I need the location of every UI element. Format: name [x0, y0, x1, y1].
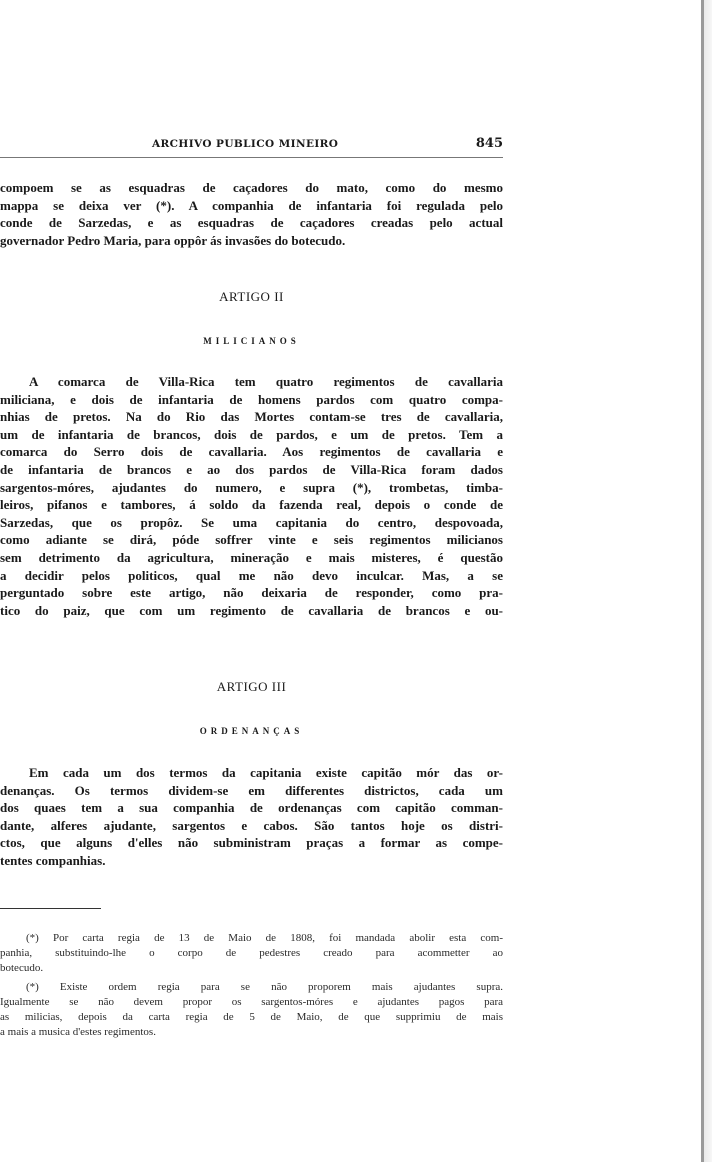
text-line: Em cada um dos termos da capitania existe capitão mór das or-	[29, 765, 503, 780]
text-line: de infantaria de brancos e ao dos pardos de Villa-Rica foram dados	[0, 461, 503, 477]
footnote-line: Igualmente se não devem propor os sargentos-móres e ajudantes pagos para	[0, 996, 503, 1009]
text-line: mappa se deixa ver (*). A companhia de infantaria foi regulada pelo	[0, 197, 503, 213]
text-line: comarca do Serro dois de cavallaria. Aos regimentos de cavallaria e	[0, 444, 503, 460]
page-header	[0, 136, 503, 156]
text-line: como adiante se dirá, póde soffrer vinte e seis regimentos milicianos	[0, 532, 503, 548]
article-2-paragraph	[0, 373, 503, 619]
text-line: miliciana, e dois de infantaria de homens pardos com quatro compa-	[0, 391, 503, 407]
running-title: ARCHIVO PUBLICO MINEIRO	[152, 138, 339, 150]
text-line: ctos, que alguns d'elles não subministram praças a formar as compe-	[0, 835, 503, 851]
footnote-line: botecudo.	[0, 961, 44, 974]
text-line: denanças. Os termos dividem-se em differentes districtos, cada um	[0, 782, 503, 798]
text-line: A comarca de Villa-Rica tem quatro regimentos de cavallaria	[29, 374, 503, 389]
text-line: Sarzedas, que os propôz. Se uma capitania do centro, despovoada,	[0, 514, 503, 530]
text-line: sargentos-móres, ajudantes do numero, e supra (*), trombetas, timba-	[0, 479, 503, 495]
text-line: dos quaes tem a sua companhia de ordenanças com capitão comman-	[0, 800, 503, 816]
page-edge-line	[701, 0, 704, 1162]
text-line: leiros, pifanos e tambores, á soldo da fazenda real, depois o conde de	[0, 497, 503, 513]
footnote-line: as milicias, depois da carta regia de 5 de Maio, de que supprimiu de mais	[0, 1010, 503, 1023]
article-3-title: ARTIGO III	[216, 679, 287, 694]
intro-paragraph	[0, 179, 503, 249]
footnote-rule	[0, 908, 101, 909]
text-line: dante, alferes ajudante, sargentos e cabos. São tantos hoje os distri-	[0, 817, 503, 833]
article-2-subtitle: MILICIANOS	[203, 336, 300, 346]
text-line: a decidir pelos politicos, qual me não devo inculcar. Mas, a se	[0, 567, 503, 583]
footnote-line: (*) Existe ordem regia para se não proporem mais ajudantes supra.	[26, 981, 503, 994]
article-3-paragraph	[0, 764, 503, 870]
text-line: tico do paiz, que com um regimento de cavallaria de brancos e ou-	[0, 602, 503, 618]
footnote-line: a mais a musica d'estes regimentos.	[0, 1025, 156, 1038]
footnote-line: (*) Por carta regia de 13 de Maio de 1808, foi mandada abolir esta com-	[26, 932, 503, 944]
article-2-title: ARTIGO II	[219, 289, 284, 304]
text-line: perguntado sobre este artigo, não deixaria de responder, como pra-	[0, 585, 503, 601]
text-line: tentes companhias.	[0, 852, 106, 868]
text-line: nhias de pretos. Na do Rio das Mortes contam-se tres de cavallaria,	[0, 409, 503, 425]
text-line: conde de Sarzedas, e as esquadras de caçadores creadas pelo actual	[0, 215, 503, 231]
text-line: um de infantaria de brancos, dois de pardos, e um de pretos. Tem a	[0, 426, 503, 442]
page-number: 845	[475, 136, 503, 151]
text-line: compoem se as esquadras de caçadores do mato, como do mesmo	[0, 180, 503, 195]
text-line: governador Pedro Maria, para oppôr ás invasões do botecudo.	[0, 232, 346, 248]
article-3-subtitle: ORDENANÇAS	[199, 726, 304, 736]
header-rule	[0, 157, 503, 158]
text-line: sem detrimento da agricultura, mineração e mais misteres, é questão	[0, 549, 503, 565]
footnote-line: panhia, substituindo-lhe o corpo de pedestres creado para acommetter ao	[0, 946, 503, 959]
footnotes	[0, 931, 503, 1040]
